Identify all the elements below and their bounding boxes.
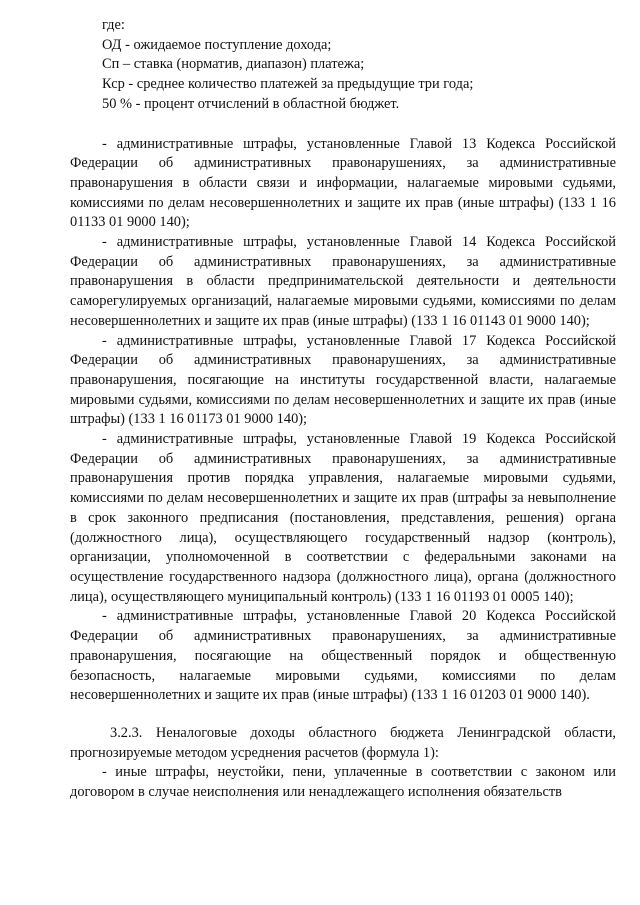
document-page — [70, 16, 616, 803]
section-text: - иные штрафы, неустойки, пени, уплаченные в соответствии с законом или договором в случае неисполнения или ненадлежащего исполнения обязательств — [70, 764, 616, 801]
fine-item-chapter-14: - административные штрафы, установленные Главой 14 Кодекса Российской Федерации об административных правонарушениях, за административные правонарушения в области предпринимательской деятельности и деятельности саморегулируемых организаций, налагаемые мировыми судьями, комиссиями по делам несовершеннолетних и защите их прав (иные штрафы) (133 1 16 01143 01 9000 140); — [70, 234, 616, 329]
fine-item-chapter-13: - административные штрафы, установленные Главой 13 Кодекса Российской Федерации об административных правонарушениях, за административные правонарушения в области связи и информации, налагаемые мировыми судьями, комиссиями по делам несовершеннолетних и защите их прав (иные штрафы) (133 1 16 01133 01 9000 140); — [70, 135, 616, 231]
fine-item-chapter-20: - административные штрафы, установленные Главой 20 Кодекса Российской Федерации об административных правонарушениях, за административные правонарушения, посягающие на общественный порядок и общественную безопасность, налагаемые мировыми судьями, комиссиями по делам несовершеннолетних и защите их прав (иные штрафы) (133 1 16 01203 01 9000 140). — [70, 608, 616, 704]
definition-od: ОД - ожидаемое поступление дохода; — [102, 36, 332, 53]
fines-list — [70, 135, 616, 706]
section-heading: 3.2.3. Неналоговые доходы областного бюджета Ленинградской области, прогнозируемые методом усреднения расчетов (формула 1): — [70, 724, 616, 761]
spacer — [70, 706, 616, 724]
definition-percent: 50 % - процент отчислений в областной бюджет. — [102, 95, 400, 112]
definitions-intro: где: — [102, 17, 125, 33]
fine-item-chapter-17: - административные штрафы, установленные Главой 17 Кодекса Российской Федерации об административных правонарушениях, за административные правонарушения, посягающие на институты государственной власти, налагаемые мировыми судьями, комиссиями по делам несовершеннолетних и защите их прав (иные штрафы) (133 1 16 01173 01 9000 140); — [70, 332, 616, 428]
formula-definitions — [70, 16, 616, 115]
spacer — [70, 115, 616, 135]
fine-item-chapter-19: - административные штрафы, установленные Главой 19 Кодекса Российской Федерации об административных правонарушениях, за административные правонарушения против порядка управления, налагаемые мировыми судьями, комиссиями по делам несовершеннолетних и защите их прав (штрафы за невыполнение в срок законного предписания (постановления, представления, решения) органа (должностного лица), осуществляющего государственный надзор (контроль), организации, уполномоченной в соответствии с федеральными законами на осуществление государственного надзора (должностного лица), органа (должностного лица), осуществляющего муниципальный контроль) (133 1 16 01193 01 0005 140); — [70, 431, 616, 605]
definition-sp: Сп – ставка (норматив, диапазон) платежа; — [102, 56, 365, 73]
definition-ksr: Кср - среднее количество платежей за предыдущие три года; — [102, 76, 474, 93]
section-3-2-3 — [70, 724, 616, 803]
